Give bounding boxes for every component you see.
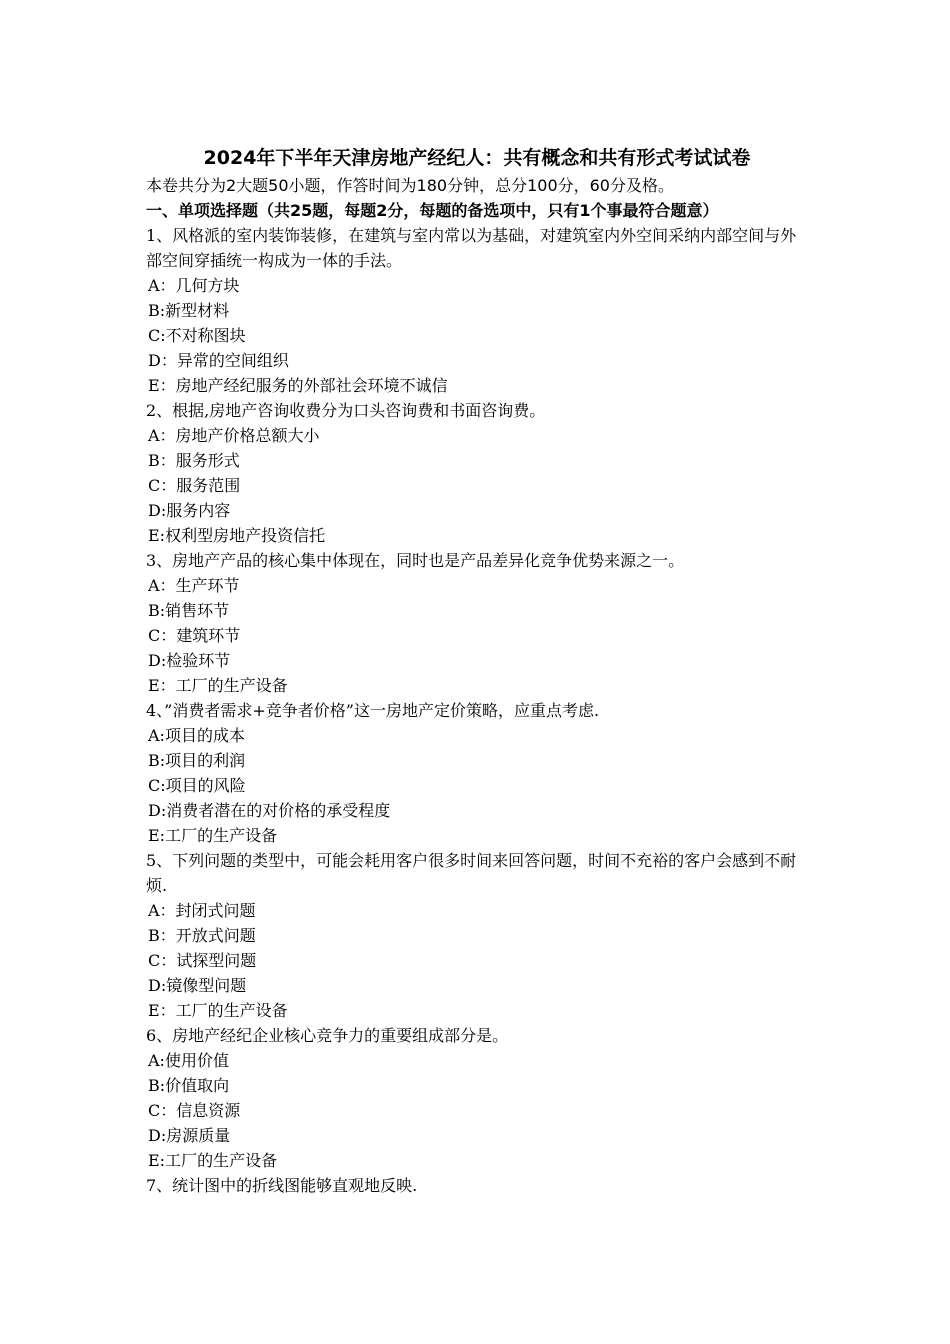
- answer-option: A：几何方块: [148, 276, 240, 295]
- document-title: 2024年下半年天津房地产经纪人：共有概念和共有形式考试试卷: [203, 147, 751, 169]
- answer-option: E:工厂的生产设备: [148, 826, 278, 845]
- answer-option: E：工厂的生产设备: [148, 676, 288, 695]
- answer-option: A:使用价值: [148, 1051, 229, 1070]
- question-stem: 3、房地产产品的核心集中体现在，同时也是产品差异化竞争优势来源之一。: [146, 551, 685, 570]
- answer-option: D:镜像型问题: [148, 976, 247, 995]
- question-list: [146, 223, 808, 1198]
- answer-option: D：异常的空间组织: [148, 351, 289, 370]
- answer-option: B:价值取向: [148, 1076, 230, 1095]
- answer-option: B：开放式问题: [148, 926, 256, 945]
- question-stem: 2、根据,房地产咨询收费分为口头咨询费和书面咨询费。: [146, 401, 546, 420]
- answer-option: C：服务范围: [148, 476, 241, 495]
- document-content: [146, 145, 808, 1198]
- answer-option: C:不对称图块: [148, 326, 246, 345]
- question-4: [146, 698, 808, 848]
- question-3: [146, 548, 808, 698]
- question-1: [146, 223, 808, 398]
- answer-option: C：建筑环节: [148, 626, 241, 645]
- answer-option: A：封闭式问题: [148, 901, 256, 920]
- answer-option: D:房源质量: [148, 1126, 231, 1145]
- section-heading: 一、单项选择题（共25题，每题2分，每题的备选项中，只有1个事最符合题意）: [146, 201, 719, 220]
- answer-option: B:项目的利润: [148, 751, 246, 770]
- question-stem: 4、”消费者需求+竞争者价格”这一房地产定价策略，应重点考虑.: [146, 701, 600, 720]
- answer-option: B:销售环节: [148, 601, 230, 620]
- answer-option: E：房地产经纪服务的外部社会环境不诚信: [148, 376, 448, 395]
- question-stem: 1、风格派的室内装饰装修，在建筑与室内常以为基础，对建筑室内外空间采纳内部空间与外部空间穿插统一构成为一体的手法。: [146, 226, 797, 270]
- answer-option: C:项目的风险: [148, 776, 246, 795]
- answer-option: E：工厂的生产设备: [148, 1001, 288, 1020]
- answer-option: D:消费者潜在的对价格的承受程度: [148, 801, 391, 820]
- answer-option: C：信息资源: [148, 1101, 241, 1120]
- question-stem: 7、统计图中的折线图能够直观地反映.: [146, 1176, 418, 1195]
- answer-option: A：房地产价格总额大小: [148, 426, 320, 445]
- question-stem: 5、下列问题的类型中，可能会耗用客户很多时间来回答问题，时间不充裕的客户会感到不耐烦.: [146, 851, 797, 895]
- question-5: [146, 848, 808, 1023]
- question-7: [146, 1173, 808, 1198]
- answer-option: A：生产环节: [148, 576, 240, 595]
- answer-option: B：服务形式: [148, 451, 240, 470]
- answer-option: D:服务内容: [148, 501, 231, 520]
- answer-option: C：试探型问题: [148, 951, 257, 970]
- answer-option: E:权利型房地产投资信托: [148, 526, 326, 545]
- question-stem: 6、房地产经纪企业核心竞争力的重要组成部分是。: [146, 1026, 509, 1045]
- answer-option: A:项目的成本: [148, 726, 245, 745]
- answer-option: D:检验环节: [148, 651, 231, 670]
- exam-intro: 本卷共分为2大题50小题，作答时间为180分钟，总分100分，60分及格。: [146, 176, 674, 195]
- answer-option: E:工厂的生产设备: [148, 1151, 278, 1170]
- question-2: [146, 398, 808, 548]
- answer-option: B:新型材料: [148, 301, 230, 320]
- question-6: [146, 1023, 808, 1173]
